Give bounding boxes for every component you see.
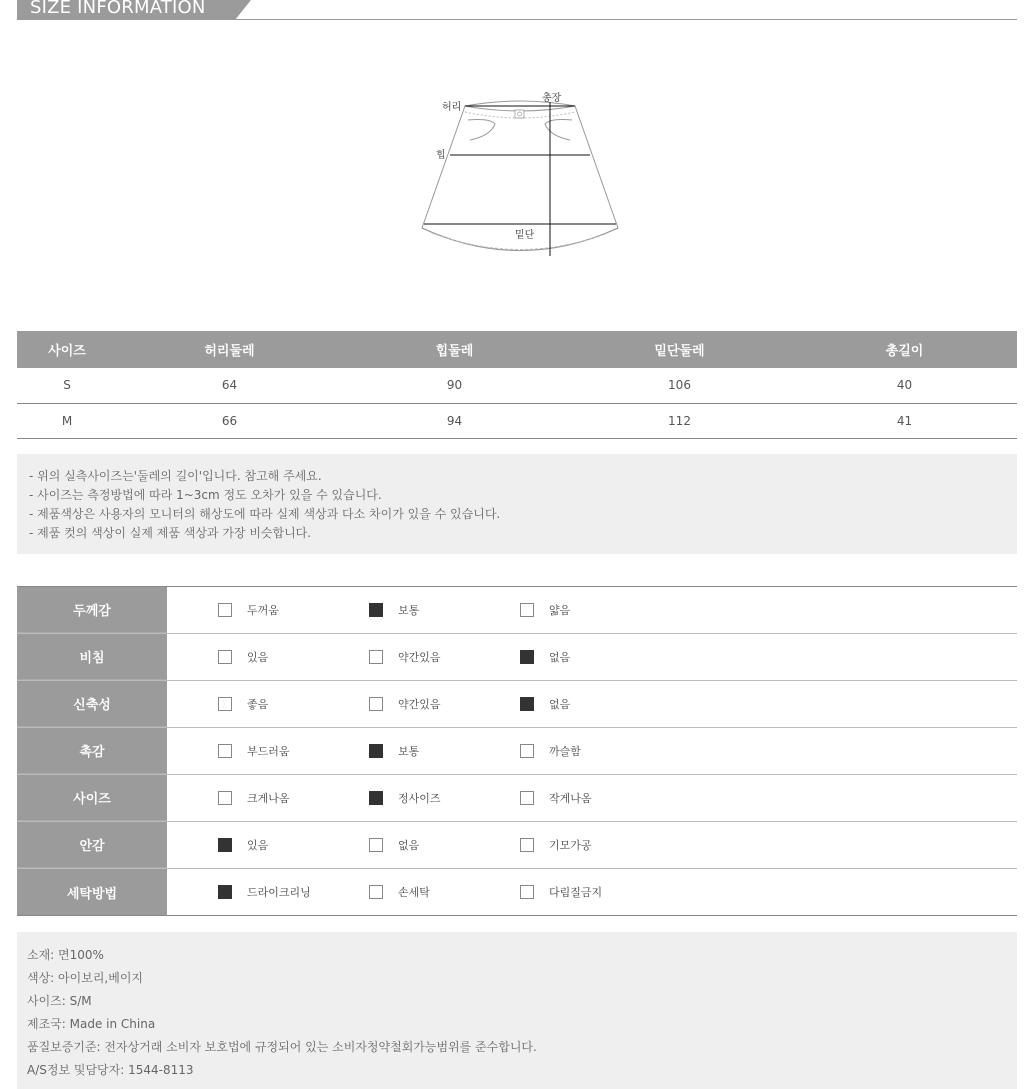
attr-row-washing bbox=[17, 869, 1017, 916]
option-label: 없음 bbox=[549, 698, 571, 711]
attr-option bbox=[520, 649, 570, 665]
skirt-diagram bbox=[410, 88, 630, 263]
attr-option bbox=[369, 743, 419, 759]
attr-label: 촉감 bbox=[17, 728, 167, 774]
attr-label: 세탁방법 bbox=[17, 869, 167, 915]
info-warranty: 품질보증기준: 전자상거래 소비자 보호법에 규정되어 있는 소비자청약철회가능범위를 준수합니다. bbox=[27, 1040, 537, 1054]
header-hip: 힙둘레 bbox=[342, 331, 567, 368]
cell-length: 41 bbox=[792, 403, 1017, 438]
checked-box-icon bbox=[218, 838, 232, 852]
option-label: 없음 bbox=[549, 651, 571, 664]
info-origin: 제조국: Made in China bbox=[27, 1017, 156, 1031]
option-label: 기모가공 bbox=[549, 839, 592, 852]
unchecked-box-icon bbox=[520, 603, 534, 617]
option-label: 없음 bbox=[398, 839, 420, 852]
attr-row-lining bbox=[17, 822, 1017, 869]
attr-option bbox=[218, 743, 290, 759]
checked-box-icon bbox=[369, 791, 383, 805]
section-title: SIZE INFORMATION bbox=[30, 0, 206, 18]
attr-option bbox=[520, 837, 592, 853]
unchecked-box-icon bbox=[520, 744, 534, 758]
waist-label: 허리 bbox=[442, 102, 462, 113]
attr-label: 사이즈 bbox=[17, 775, 167, 821]
attr-row-touch bbox=[17, 728, 1017, 775]
attr-option bbox=[369, 696, 441, 712]
option-label: 까슬함 bbox=[549, 745, 581, 758]
header-waist: 허리둘레 bbox=[117, 331, 342, 368]
size-notes bbox=[17, 454, 1017, 554]
hip-label: 힙 bbox=[436, 150, 446, 161]
option-label: 작게나옴 bbox=[549, 792, 592, 805]
unchecked-box-icon bbox=[520, 885, 534, 899]
option-label: 있음 bbox=[247, 651, 269, 664]
size-table-header bbox=[17, 331, 1017, 368]
cell-size: S bbox=[17, 368, 117, 403]
option-label: 손세탁 bbox=[398, 886, 430, 899]
attr-option bbox=[369, 602, 419, 618]
option-label: 있음 bbox=[247, 839, 269, 852]
cell-waist: 64 bbox=[117, 368, 342, 403]
cell-size: M bbox=[17, 403, 117, 438]
checked-box-icon bbox=[520, 650, 534, 664]
option-label: 보통 bbox=[398, 745, 420, 758]
option-label: 드라이크리닝 bbox=[247, 886, 311, 899]
table-row bbox=[17, 368, 1017, 403]
header-hem: 밑단둘레 bbox=[567, 331, 792, 368]
option-label: 좋음 bbox=[247, 698, 269, 711]
info-as-contact: A/S정보 및담당자: 1544-8113 bbox=[27, 1063, 194, 1077]
header-length: 총길이 bbox=[792, 331, 1017, 368]
unchecked-box-icon bbox=[520, 838, 534, 852]
option-label: 얇음 bbox=[549, 604, 571, 617]
section-header-rule bbox=[17, 19, 1017, 20]
unchecked-box-icon bbox=[218, 697, 232, 711]
attr-row-stretch bbox=[17, 681, 1017, 728]
option-label: 약간있음 bbox=[398, 698, 441, 711]
unchecked-box-icon bbox=[218, 603, 232, 617]
checked-box-icon bbox=[369, 603, 383, 617]
cell-hem: 106 bbox=[567, 368, 792, 403]
attr-option bbox=[218, 649, 268, 665]
header-size: 사이즈 bbox=[17, 331, 117, 368]
attr-label: 신축성 bbox=[17, 681, 167, 727]
option-label: 보통 bbox=[398, 604, 420, 617]
attr-row-fit bbox=[17, 775, 1017, 822]
attr-option bbox=[369, 837, 419, 853]
checked-box-icon bbox=[369, 744, 383, 758]
attr-row-thickness bbox=[17, 587, 1017, 634]
attr-option bbox=[520, 602, 570, 618]
attr-label: 두께감 bbox=[17, 587, 167, 633]
option-label: 크게나옴 bbox=[247, 792, 290, 805]
attr-option bbox=[520, 743, 581, 759]
cell-length: 40 bbox=[792, 368, 1017, 403]
unchecked-box-icon bbox=[218, 744, 232, 758]
attr-option bbox=[218, 884, 311, 900]
attr-label: 안감 bbox=[17, 822, 167, 868]
unchecked-box-icon bbox=[369, 885, 383, 899]
attr-option bbox=[218, 602, 279, 618]
attr-option bbox=[369, 790, 441, 806]
note-line: - 제품 컷의 색상이 실제 제품 색상과 가장 비슷합니다. bbox=[29, 526, 312, 540]
option-label: 정사이즈 bbox=[398, 792, 441, 805]
length-label: 총장 bbox=[542, 93, 562, 104]
cell-waist: 66 bbox=[117, 403, 342, 438]
option-label: 약간있음 bbox=[398, 651, 441, 664]
section-header bbox=[17, 0, 1017, 20]
info-color: 색상: 아이보리,베이지 bbox=[27, 971, 144, 985]
cell-hip: 90 bbox=[342, 368, 567, 403]
attr-option bbox=[520, 790, 592, 806]
checked-box-icon bbox=[218, 885, 232, 899]
note-line: - 위의 실측사이즈는'둘레의 길이'입니다. 참고해 주세요. bbox=[29, 469, 322, 483]
unchecked-box-icon bbox=[369, 838, 383, 852]
product-info bbox=[17, 932, 1017, 1089]
note-line: - 제품색상은 사용자의 모니터의 해상도에 따라 실제 색상과 다소 차이가 있을 수 있습니다. bbox=[29, 507, 501, 521]
cell-hem: 112 bbox=[567, 403, 792, 438]
unchecked-box-icon bbox=[218, 650, 232, 664]
checked-box-icon bbox=[520, 697, 534, 711]
table-row bbox=[17, 403, 1017, 438]
attr-option bbox=[218, 790, 290, 806]
note-line: - 사이즈는 측정방법에 따라 1~3cm 정도 오차가 있을 수 있습니다. bbox=[29, 488, 382, 502]
attr-option bbox=[369, 884, 430, 900]
fabric-attributes bbox=[17, 586, 1017, 916]
unchecked-box-icon bbox=[218, 791, 232, 805]
attr-option bbox=[369, 649, 441, 665]
unchecked-box-icon bbox=[369, 697, 383, 711]
option-label: 다림질금지 bbox=[549, 886, 603, 899]
attr-option bbox=[218, 837, 268, 853]
cell-hip: 94 bbox=[342, 403, 567, 438]
attr-label: 비침 bbox=[17, 634, 167, 680]
option-label: 두꺼움 bbox=[247, 604, 279, 617]
info-size: 사이즈: S/M bbox=[27, 994, 92, 1008]
attr-option bbox=[218, 696, 268, 712]
option-label: 부드러움 bbox=[247, 745, 290, 758]
size-table bbox=[17, 331, 1017, 439]
unchecked-box-icon bbox=[369, 650, 383, 664]
unchecked-box-icon bbox=[520, 791, 534, 805]
info-material: 소재: 면100% bbox=[27, 948, 104, 962]
attr-row-sheerness bbox=[17, 634, 1017, 681]
attr-option bbox=[520, 696, 570, 712]
attr-option bbox=[520, 884, 602, 900]
section-header-tab bbox=[17, 0, 235, 20]
hem-label: 밑단 bbox=[515, 230, 535, 241]
